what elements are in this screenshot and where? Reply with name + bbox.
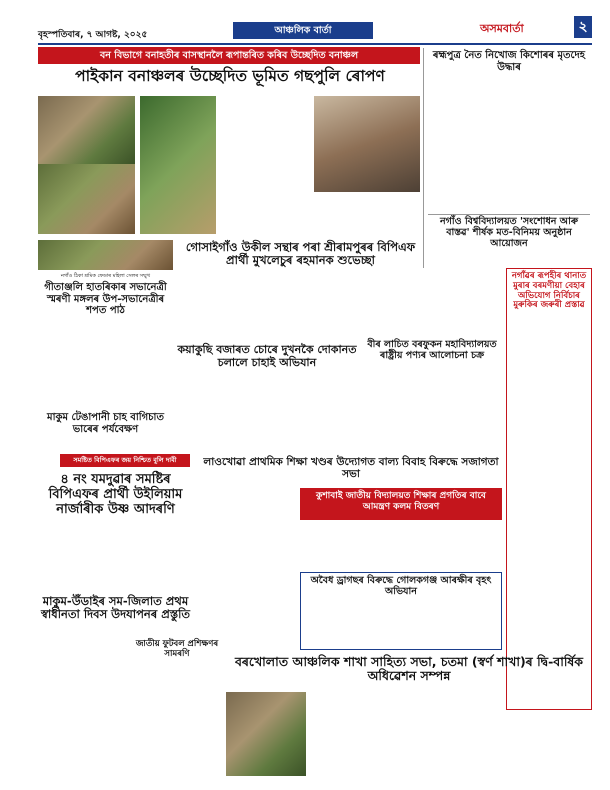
issue-date: বৃহস্পতিবাৰ, ৭ আগষ্ট, ২০২৫ [38, 30, 148, 40]
story5-photo [38, 240, 173, 270]
story1-photo-4 [314, 96, 420, 192]
story9-body [362, 376, 502, 450]
story1-body [220, 96, 310, 236]
story8-headline: কয়াকুছি বজাৰত চোৰে দুখনকৈ দোকানত চলালে চাহাই অভিযান [177, 343, 357, 369]
story15-body [132, 664, 222, 776]
column-divider [423, 48, 424, 268]
story12-headline: কুশাবাই জাতীয় বিদ্যালয়ত শিক্ষাৰ প্ৰগতিৰ বাবে আমন্ত্ৰণ কলম বিতৰণ [300, 488, 502, 520]
story3-headline: নগাঁও বিশ্ববিদ্যালয়ত 'সংশোধন আৰু বাস্তৱ' শীৰ্ষক মত-বিনিময় অনুষ্ঠান আয়োজন [440, 216, 578, 249]
story16-body [310, 692, 592, 776]
story11-headline: ৪ নং যমদুৱাৰ সমষ্টিৰ বিপিএফৰ প্ৰাৰ্থী উইলিয়াম নাৰ্জাৰীক উষ্ণ আদৰণি [48, 472, 183, 517]
story14-box [300, 572, 502, 650]
story14-headline: অবৈধ ড্ৰাগছৰ বিৰুদ্ধে গোলকগঞ্জ আৰক্ষীৰ বৃহৎ অভিযান [310, 575, 492, 597]
story5-headline: গীতাঞ্জলি হাতৰিকাৰ সভানেত্ৰী স্মৰণী মঙ্গলৰ উপ-সভানেত্ৰীৰ শপত পাঠ [44, 282, 167, 316]
story4-box [506, 268, 592, 710]
masthead-logo: অসমবাৰ্তা [480, 22, 524, 35]
story1-photo-2 [38, 164, 135, 234]
story1-kicker: বন বিভাগে বনাহতীৰ বাসস্থানলৈ ৰূপান্তৰিত কৰিব উচ্ছেদিত বনাঞ্চল [38, 47, 420, 64]
story8-body [177, 375, 357, 447]
story13-headline: মাকুম-উঁডাইৰ সম-জিলাত প্ৰথম স্বাধীনতা দিবস উদযাপনৰ প্ৰস্তুতি [40, 594, 191, 622]
story16-headline: বৰখোলাত আঞ্চলিক শাখা সাহিত্য সভা, চতমা (স্বৰ্ণ শাখা)ৰ দ্বি-বাৰ্ষিক অধিৱেশন সম্পন্ন [234, 654, 584, 684]
story10-body [196, 486, 296, 650]
story1-body-2 [314, 196, 420, 236]
page-number: ২ [574, 16, 592, 38]
story1-photo-3 [140, 96, 216, 234]
story6-headline: গোসাইগাঁও উকীল সন্থাৰ পৰা শ্ৰীৰামপুৰৰ বিপিএফ প্ৰাৰ্থী মুখলেচুৰ ৰহমানক শুভেচ্ছা [185, 240, 416, 268]
story10-headline: লাওখোৱা প্ৰাথমিক শিক্ষা খণ্ডৰ উদ্যোগত বাল্য বিবাহ বিৰুদ্ধে সজাগতা সভা [203, 456, 499, 481]
story5-body [38, 318, 173, 410]
story4-headline: নগাঁৱৰ ৰূপহীৰ থানাত মুৰাৰ বৰমণীয়া বেহাৰ অভিযোগ নিৰ্বিচাৰ মুৰুকিৰ জৰুৰী প্ৰস্তাৱ [511, 271, 587, 311]
story12-body [300, 524, 502, 568]
story2-body [428, 76, 590, 210]
story13-body [38, 626, 128, 776]
divider [428, 214, 590, 215]
story4-body [507, 314, 591, 644]
story1-photo [38, 96, 135, 164]
story11-kicker: সমষ্টিত বিপিএফৰ জয় নিশ্চিত বুলি দাবী [60, 454, 190, 467]
section-label: আঞ্চলিক বাৰ্তা [233, 22, 373, 39]
story14-body [301, 601, 501, 647]
story2-headline: ৰহ্মপুত্ৰ নৈত নিখোজ কিশোৰৰ মৃতদেহ উদ্ধাৰ [432, 50, 586, 73]
story6-body [177, 282, 424, 320]
header-rule [38, 43, 592, 45]
story1-headline: পাইকান বনাঞ্চলৰ উচ্ছেদিত ভূমিত গছপুলি ৰোপণ [75, 67, 385, 85]
story11-body [38, 530, 193, 590]
story5-top: নগাঁও ঠিকা শ্ৰমিক ফেডাৰ মহিলা সেলৰ সম্মুখ [60, 273, 151, 279]
story16-photo [226, 692, 306, 776]
story7-headline: মাকুম টেঙাপানী চাহ বাগিচাত ভাৰেৰ পৰ্যবেক্ষণ [47, 412, 164, 435]
story6-body-2 [177, 320, 424, 340]
story9-headline: বীৰ লাচিত বৰফুকন মহাবিদ্যালয়ত ৰাষ্ট্ৰীয় পণ্যৰ আলোচনা চক্ৰ [367, 339, 497, 361]
story15-headline: জাতীয় ফুটবল প্ৰশিক্ষণৰ সামৰণি [135, 639, 219, 659]
